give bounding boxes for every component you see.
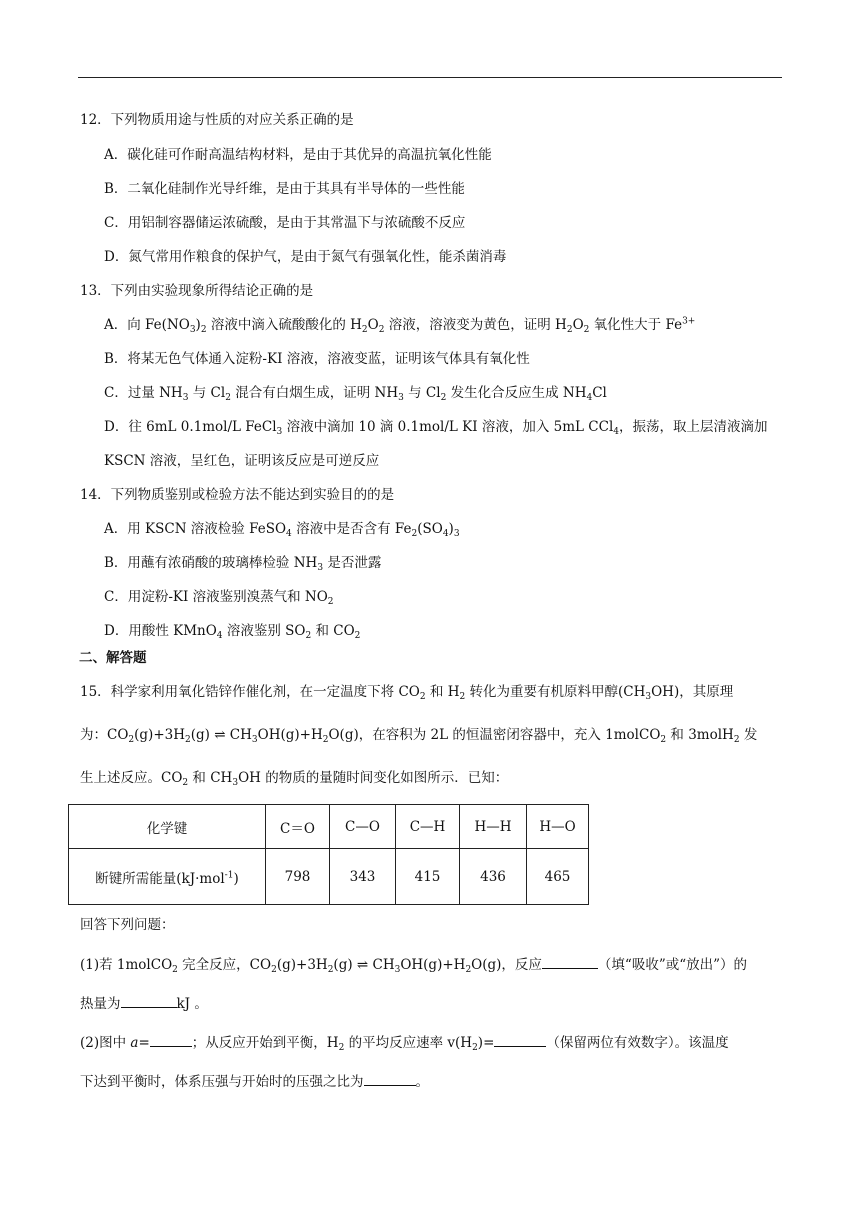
answer-blank[interactable] [542, 954, 598, 969]
table-cell: 465 [527, 849, 589, 905]
section-heading: 二、解答题 [79, 650, 147, 666]
q14-option-d: D．用酸性 KMnO$_4$ 溶液鉴别 $SO_2$ 和 $CO_2$ [104, 623, 361, 641]
table-cell: 415 [396, 849, 460, 905]
q14-option-a: A．用 KSCN 溶液检验 FeSO$_4$ 溶液中是否含有 $Fe_2(SO_4)_3$ [104, 521, 460, 539]
q14-option-b: B．用蘸有浓硝酸的玻璃棒检验 $NH_3$ 是否泄露 [104, 555, 382, 573]
table-header-cell: C—O [330, 805, 396, 849]
q13-stem: 13．下列由实验现象所得结论正确的是 [80, 283, 314, 299]
q12-option-c: C．用铝制容器储运浓硫酸，是由于其常温下与浓硫酸不反应 [104, 215, 466, 231]
part-1-line-2: 热量为 kJ 。 [80, 993, 208, 1014]
q12-option-a: A．碳化硅可作耐高温结构材料，是由于其优异的高温抗氧化性能 [104, 147, 492, 163]
table-cell: 343 [330, 849, 396, 905]
table-cell: 798 [266, 849, 330, 905]
answer-blank[interactable] [121, 993, 177, 1008]
q15-line-3: 生上述反应。$CO_2$ 和 $CH_3OH$ 的物质的量随时间变化如图所示．已知： [80, 770, 509, 788]
q13-option-b: B．将某无色气体通入淀粉-KI 溶液，溶液变蓝，证明该气体具有氧化性 [104, 351, 530, 367]
table-header-cell: 化学键 [69, 805, 266, 849]
answer-intro: 回答下列问题： [80, 917, 175, 933]
answer-blank[interactable] [364, 1071, 416, 1086]
table-header-cell: H—O [527, 805, 589, 849]
table-header-cell: C＝O [266, 805, 330, 849]
q13-option-a: A．向 $Fe(NO_3)_2$ 溶液中滴入硫酸酸化的 $H_2O_2$ 溶液，溶液变为黄色，证明 $H_2O_2$ 氧化性大于 $Fe^{3+}$ [104, 316, 696, 335]
part-2-line-1: (2)图中 a= ；从反应开始到平衡，$H_2$ 的平均反应速率 $v(H_2)=$ （保留两位有效数字）。该温度 [80, 1032, 729, 1053]
q13-option-c: C．过量 $NH_3$ 与 $Cl_2$ 混合有白烟生成，证明 $NH_3$ 与 $Cl_2$ 发生化合反应生成 $NH_4Cl$ [104, 385, 607, 403]
q14-option-c: C．用淀粉-KI 溶液鉴别溴蒸气和 $NO_2$ [104, 589, 334, 607]
q12-stem: 12．下列物质用途与性质的对应关系正确的是 [80, 112, 354, 128]
table-header-row [69, 805, 589, 849]
q15-line-2: 为：$CO_2(g)+3H_2(g)$ ⇌ $CH_3OH(g)+H_2O(g)$，在容积为 2L 的恒温密闭容器中，充入 1molCO$_2$ 和 3molH$_2$ 发 [80, 727, 758, 745]
q12-option-d: D．氮气常用作粮食的保护气，是由于氮气有强氧化性，能杀菌消毒 [104, 249, 507, 265]
part-1-line-1: (1)若 1molCO$_2$ 完全反应，$CO_2(g)+3H_2(g)$ ⇌ $CH_3OH(g)+H_2O(g)$，反应 （填“吸收”或“放出”）的 [80, 954, 747, 975]
q13-option-d-continued: KSCN 溶液，呈红色，证明该反应是可逆反应 [104, 453, 380, 469]
part-2-line-2: 下达到平衡时，体系压强与开始时的压强之比为 。 [80, 1071, 429, 1092]
table-row [69, 849, 589, 905]
q12-option-b: B．二氧化硅制作光导纤维，是由于其具有半导体的一些性能 [104, 181, 465, 197]
bond-energy-table [68, 804, 589, 905]
table-row-label: 断键所需能量(kJ·mol$^{-1}$) [69, 849, 266, 905]
q15-line-1: 15．科学家利用氧化锆锌作催化剂，在一定温度下将 $CO_2$ 和 $H_2$ 转化为重要有机原料甲醇$(CH_3OH)$，其原理 [80, 684, 734, 702]
answer-blank[interactable] [494, 1032, 546, 1047]
table-header-cell: H—H [460, 805, 527, 849]
table-header-cell: C—H [396, 805, 460, 849]
header-rule [78, 77, 782, 78]
q14-stem: 14．下列物质鉴别或检验方法不能达到实验目的的是 [80, 487, 395, 503]
q13-option-d: D．往 6mL 0.1mol/L FeCl$_3$ 溶液中滴加 10 滴 0.1mol/L KI 溶液，加入 5mL CCl$_4$，振荡，取上层清液滴加 [104, 419, 768, 437]
answer-blank[interactable] [150, 1032, 192, 1047]
table-cell: 436 [460, 849, 527, 905]
